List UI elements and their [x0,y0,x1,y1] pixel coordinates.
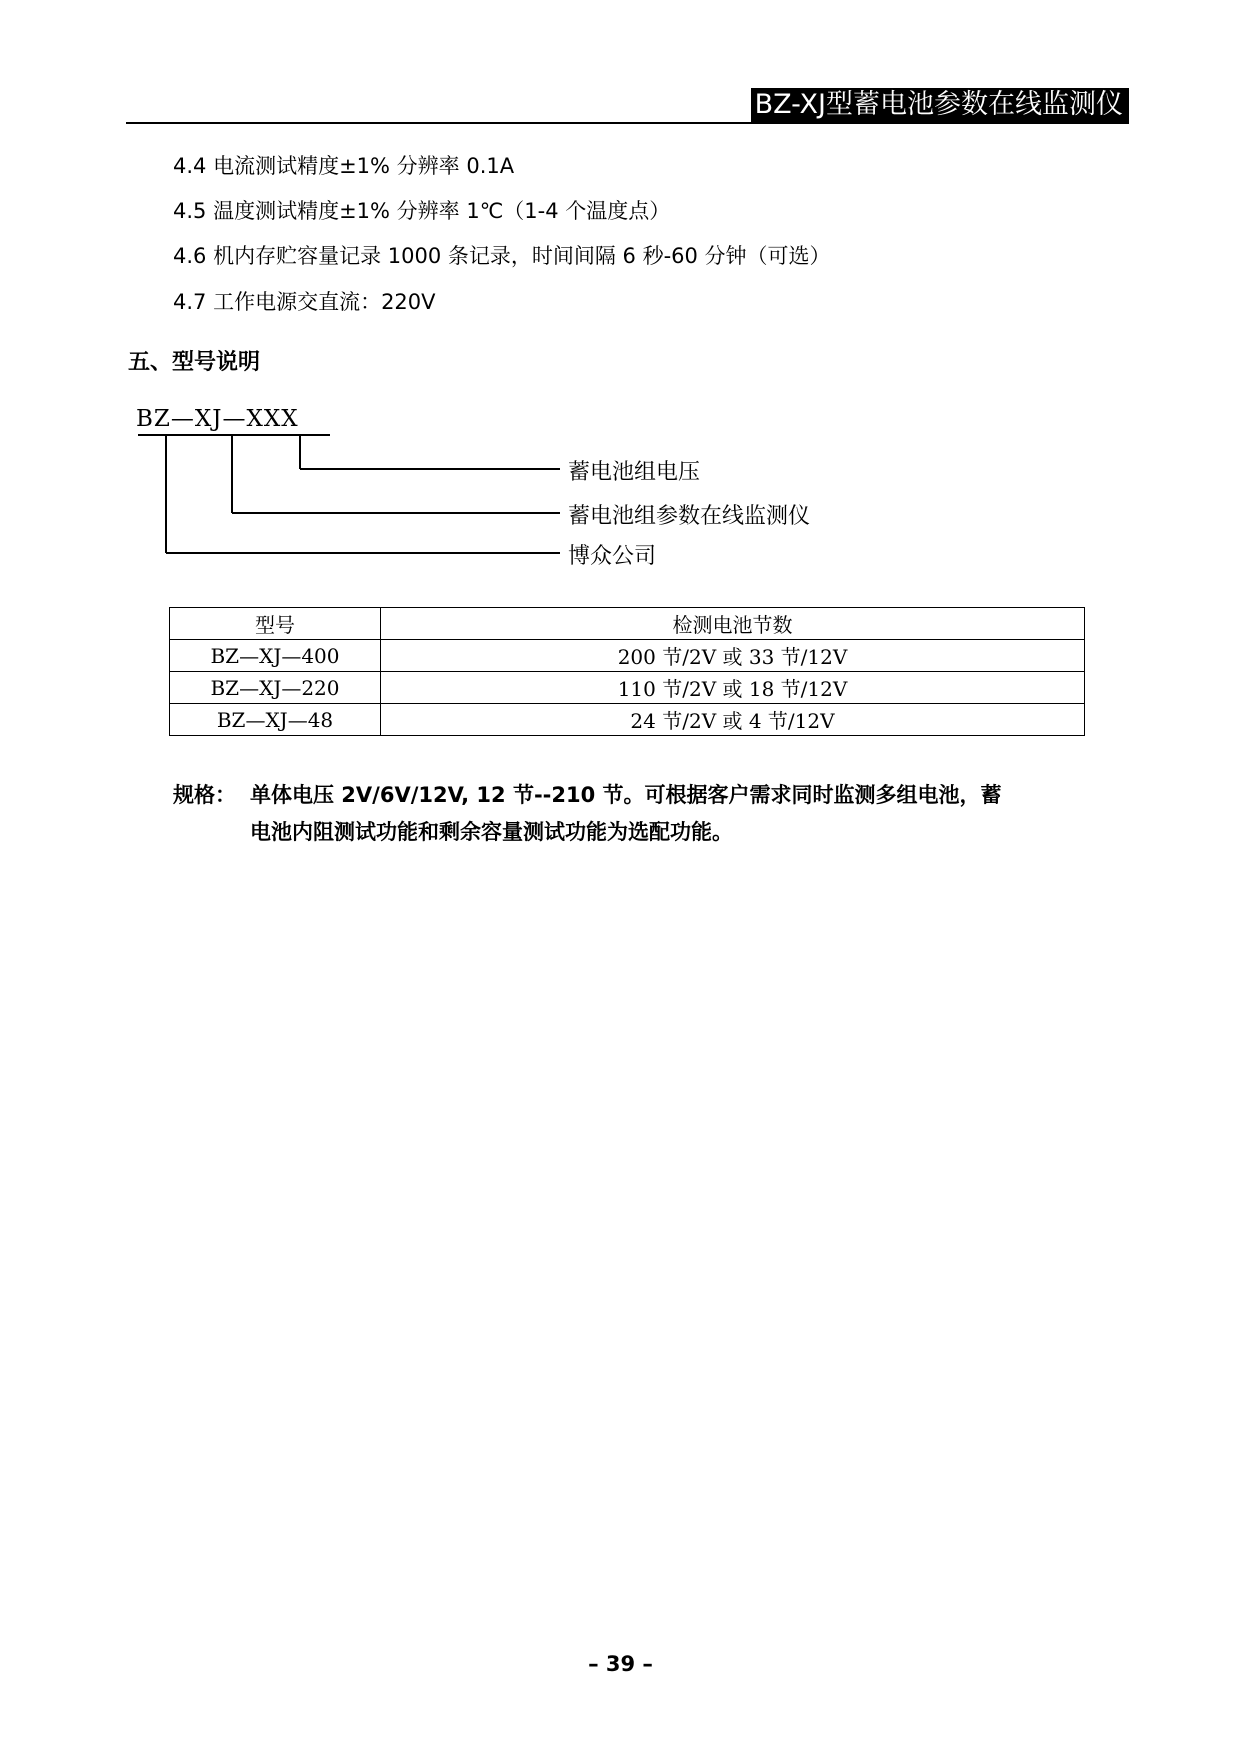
table-cell-cell-count: 110 节/2V 或 18 节/12V [381,672,1085,704]
table-cell-cell-count: 24 节/2V 或 4 节/12V [381,704,1085,736]
table-cell-model: BZ—XJ—400 [170,640,381,672]
table-header-cell-count: 检测电池节数 [381,608,1085,640]
table-header-model: 型号 [170,608,381,640]
section-heading-model-description: 五、型号说明 [128,350,261,375]
diagram-label-company: 博众公司 [568,544,657,569]
spec-line-current-accuracy: 4.4 电流测试精度±1% 分辨率 0.1A [173,154,515,178]
diagram-label-monitor: 蓄电池组参数在线监测仪 [568,504,811,529]
table-row [170,640,1085,672]
table-cell-model: BZ—XJ—220 [170,672,381,704]
note-label: 规格： [173,783,236,807]
page-number: – 39 – [588,1652,653,1676]
model-code-label: BZ—XJ—XXX [136,406,299,432]
spec-line-power-supply: 4.7 工作电源交直流：220V [173,290,436,314]
spec-line-temperature-accuracy: 4.5 温度测试精度±1% 分辨率 1℃（1-4 个温度点） [173,199,671,223]
table-cell-model: BZ—XJ—48 [170,704,381,736]
model-code-diagram [0,0,1241,600]
note-text-line-2: 电池内阻测试功能和剩余容量测试功能为选配功能。 [250,820,733,844]
document-header-title: BZ-XJ型蓄电池参数在线监测仪 [751,88,1129,122]
table-cell-cell-count: 200 节/2V 或 33 节/12V [381,640,1085,672]
spec-line-storage-capacity: 4.6 机内存贮容量记录 1000 条记录，时间间隔 6 秒-60 分钟（可选） [173,244,831,268]
table-header-row [170,608,1085,640]
diagram-label-battery-voltage: 蓄电池组电压 [568,460,701,485]
model-table [169,607,1085,736]
table-row [170,704,1085,736]
table-row [170,672,1085,704]
note-text-line-1: 单体电压 2V/6V/12V, 12 节--210 节。可根据客户需求同时监测多组电池，蓄 [250,783,1002,807]
